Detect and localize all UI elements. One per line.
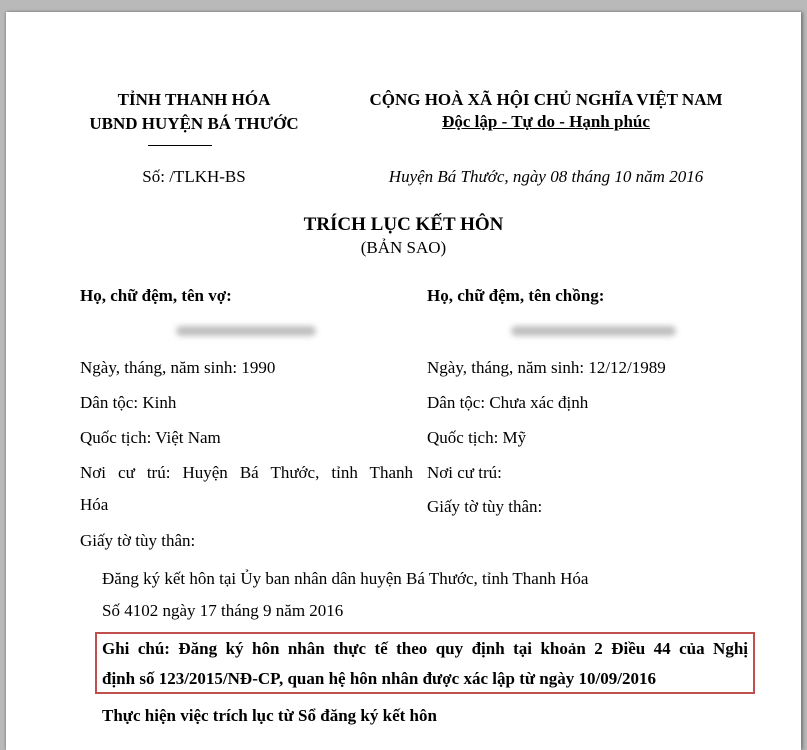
wife-ethnicity: Dân tộc: Kinh [80,393,177,412]
registration-number-date: Số 4102 ngày 17 tháng 9 năm 2016 [102,601,344,620]
husband-nationality: Quốc tịch: Mỹ [427,428,527,447]
note-line2: định số 123/2015/NĐ-CP, quan hệ hôn nhân được xác lập từ ngày 10/09/2016 [102,669,656,688]
wife-residence-line2: Hóa [80,495,109,514]
note-line1: Ghi chú: Đăng ký hôn nhân thực tế theo quy định tại khoản 2 Điều 44 của Nghị [102,639,748,658]
wife-dob: Ngày, tháng, năm sinh: 1990 [80,358,276,377]
district-committee: UBND HUYỆN BÁ THƯỚC [89,114,299,133]
country-name: CỘNG HOÀ XÃ HỘI CHỦ NGHĨA VIỆT NAM [369,90,723,109]
husband-name-redacted [511,326,676,336]
husband-id-document: Giấy tờ tùy thân: [427,497,543,516]
document-number: Số: /TLKH-BS [142,167,246,186]
husband-residence: Nơi cư trú: [427,463,502,482]
place-and-date: Huyện Bá Thước, ngày 08 tháng 10 năm 2016 [388,167,704,186]
document-title: TRÍCH LỤC KẾT HÔN [303,214,504,235]
registration-place: Đăng ký kết hôn tại Ủy ban nhân dân huyện Bá Thước, tỉnh Thanh Hóa [102,569,589,588]
document-page [6,12,801,750]
husband-name-heading: Họ, chữ đệm, tên chồng: [427,286,605,305]
wife-name-heading: Họ, chữ đệm, tên vợ: [80,286,232,305]
wife-residence-line1: Nơi cư trú: Huyện Bá Thước, tỉnh Thanh [80,463,413,482]
husband-ethnicity: Dân tộc: Chưa xác định [427,393,589,412]
wife-id-document: Giấy tờ tùy thân: [80,531,196,550]
motto: Độc lập - Tự do - Hạnh phúc [442,112,650,131]
wife-nationality: Quốc tịch: Việt Nam [80,428,221,447]
document-subtitle: (BẢN SAO) [360,238,447,257]
husband-dob: Ngày, tháng, năm sinh: 12/12/1989 [427,358,666,377]
left-header-rule [148,145,212,146]
extract-source-line: Thực hiện việc trích lục từ Sổ đăng ký kết hôn [102,706,437,725]
wife-name-redacted [176,326,316,336]
province-name: TỈNH THANH HÓA [117,90,271,109]
